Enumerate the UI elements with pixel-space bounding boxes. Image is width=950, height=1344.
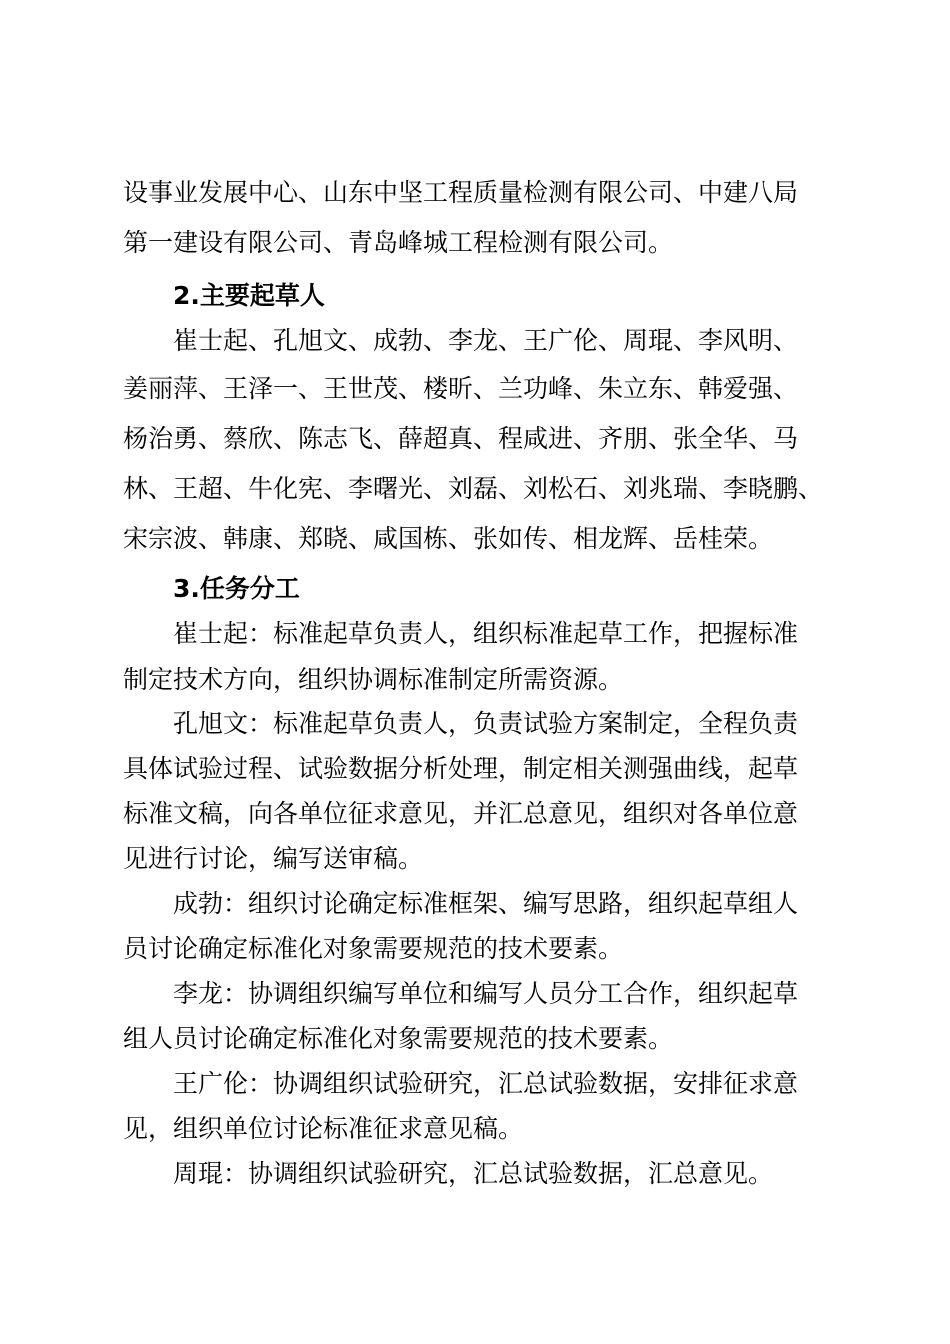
text-line: 设事业发展中心、山东中坚工程质量检测有限公司、中建八局: [123, 178, 799, 207]
text-line: 见，组织单位讨论标准征求意见稿。: [123, 1114, 524, 1143]
text-line: 林、王超、牛化宪、李曙光、刘磊、刘松石、刘兆瑞、李晓鹏、: [123, 474, 824, 503]
text-line: 姜丽萍、王泽一、王世茂、楼昕、兰功峰、朱立东、韩爱强、: [123, 374, 799, 403]
text-line: 第一建设有限公司、青岛峰城工程检测有限公司。: [123, 228, 674, 257]
text-line: 成勃：组织讨论确定标准框架、编写思路，组织起草组人: [173, 889, 799, 918]
text-line: 周琨：协调组织试验研究，汇总试验数据，汇总意见。: [173, 1159, 774, 1188]
text-line: 标准文稿，向各单位征求意见，并汇总意见，组织对各单位意: [123, 799, 799, 828]
section-heading: 3.任务分工: [173, 574, 300, 603]
text-line: 王广伦：协调组织试验研究，汇总试验数据，安排征求意: [173, 1069, 799, 1098]
text-line: 制定技术方向，组织协调标准制定所需资源。: [123, 665, 624, 694]
text-line: 李龙：协调组织编写单位和编写人员分工合作，组织起草: [173, 979, 799, 1008]
text-line: 宋宗波、韩康、郑晓、咸国栋、张如传、相龙辉、岳桂荣。: [123, 524, 774, 553]
text-line: 崔士起：标准起草负责人，组织标准起草工作，把握标准: [173, 619, 799, 648]
text-line: 组人员讨论确定标准化对象需要规范的技术要素。: [123, 1024, 674, 1053]
text-line: 员讨论确定标准化对象需要规范的技术要素。: [123, 934, 624, 963]
text-line: 孔旭文：标准起草负责人，负责试验方案制定，全程负责: [173, 709, 799, 738]
text-line: 见进行讨论，编写送审稿。: [123, 844, 424, 873]
section-heading: 2.主要起草人: [173, 281, 325, 310]
text-line: 杨治勇、蔡欣、陈志飞、薛超真、程咸进、齐朋、张全华、马: [123, 424, 799, 453]
text-line: 崔士起、孔旭文、成勃、李龙、王广伦、周琨、李风明、: [173, 326, 799, 355]
text-line: 具体试验过程、试验数据分析处理，制定相关测强曲线，起草: [123, 754, 799, 783]
